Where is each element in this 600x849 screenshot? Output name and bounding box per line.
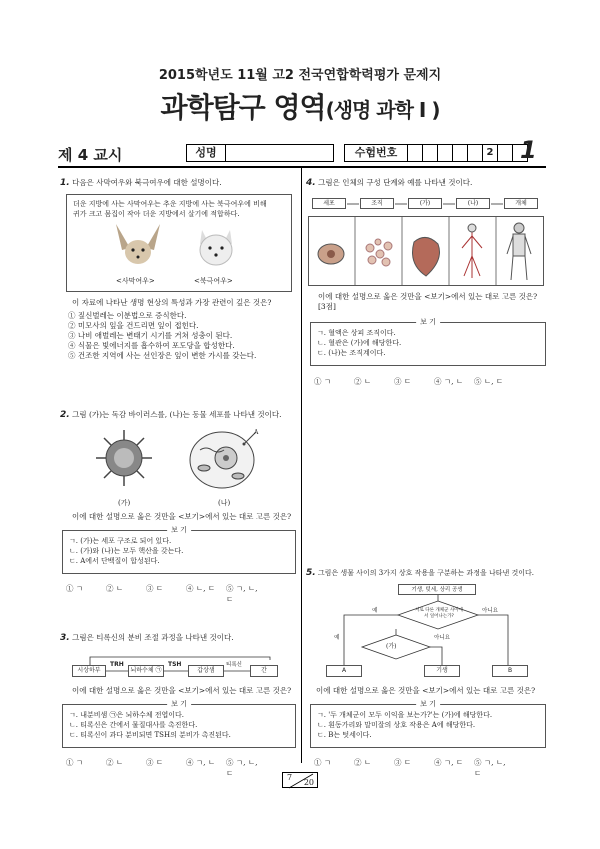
header-divider [58, 166, 546, 168]
q3-prompt: 3. 그림은 티록신의 분비 조절 과정을 나타낸 것이다. [60, 633, 234, 643]
q2-choices [66, 583, 266, 605]
q5-yes-label-2: 예 [334, 635, 340, 641]
q3-bogi-item: ㄷ. 티록신이 과다 분비되면 TSH의 분비가 촉진된다. [69, 731, 231, 739]
footer-total: 20 [303, 778, 314, 787]
q5-bogi-label: 보 기 [416, 699, 440, 709]
q5-choice[interactable]: ③ ㄷ [394, 758, 412, 767]
q5-bogi-item: ㄱ. '두 개체군이 모두 이익을 보는가?'는 (가)에 해당한다. [317, 711, 493, 719]
q3-flow-thyroxine: 티록신 [226, 662, 242, 668]
page-number: 1 [520, 136, 537, 164]
q5-bogi-box [310, 700, 546, 748]
q3-choices [66, 757, 266, 779]
q4-question: 이에 대한 설명으로 옳은 것만을 <보기>에서 있는 대로 고른 것은? [3점] [318, 292, 538, 311]
q2-choice[interactable]: ② ㄴ [106, 584, 124, 593]
subject-main: 과학탐구 영역 [160, 91, 326, 124]
footer-page: 7 [287, 773, 293, 782]
q1-option[interactable]: ① 짚신벌레는 이분법으로 증식한다. [68, 311, 187, 320]
q3-flow-pituitary: 뇌하수체 ㉠ [128, 665, 164, 677]
exam-digit[interactable] [498, 144, 513, 162]
q4-bogi-item: ㄷ. (나)는 조직계이다. [317, 349, 386, 357]
q3-bogi-box [62, 700, 296, 748]
q2-bogi-label: 보 기 [167, 525, 191, 535]
q4-images [308, 216, 544, 286]
q1-option[interactable]: ④ 식물은 빛에너지를 흡수하여 포도당을 합성한다. [68, 341, 235, 350]
q2-caption-virus: (가) [118, 499, 131, 507]
q1-option[interactable]: ③ 나비 애벌레는 변태기 시기를 거쳐 성충이 된다. [68, 331, 233, 340]
q3-flow-trh: TRH [110, 661, 124, 668]
q4-stage-cell: 세포 [312, 198, 346, 209]
exam-digit[interactable] [468, 144, 483, 162]
q5-yes-label: 예 [372, 608, 378, 614]
q3-flow-liver: 간 [250, 665, 278, 677]
q5-diamond1-text: 서로 다른 개체군 사이에서 일어나는가? [415, 608, 463, 619]
q3-choice[interactable]: ⑤ ㄱ, ㄴ, ㄷ [226, 758, 258, 778]
exam-number-label: 수험번호 [344, 144, 408, 162]
q2-choice[interactable]: ① ㄱ [66, 584, 84, 593]
q2-bogi-item: ㄴ. (가)와 (나)는 모두 핵산을 갖는다. [69, 547, 184, 555]
q3-bogi-label: 보 기 [167, 699, 191, 709]
q1-options [68, 311, 296, 361]
q4-stage-a: (가) [408, 198, 442, 209]
q1-option[interactable]: ② 미모사의 잎을 건드리면 잎이 접힌다. [68, 321, 199, 330]
subject-sub: (생명 과학 I ) [325, 98, 440, 122]
q4-stage-tissue: 조직 [360, 198, 394, 209]
q4-stage-organism: 개체 [504, 198, 538, 209]
q3-choice[interactable]: ① ㄱ [66, 758, 84, 767]
exam-digit[interactable] [453, 144, 468, 162]
q3-flow-thyroid: 갑상샘 [188, 665, 224, 677]
q4-stage-arrows [346, 198, 506, 210]
arctic-fox-image [188, 222, 244, 266]
q1-prompt: 1. 다음은 사막여우와 북극여우에 대한 설명이다. [60, 178, 222, 188]
q5-question: 이에 대한 설명으로 옳은 것만을 <보기>에서 있는 대로 고른 것은? [316, 686, 536, 695]
q4-bogi-item: ㄱ. 혈액은 상피 조직이다. [317, 329, 396, 337]
exam-title: 2015학년도 11월 고2 전국연합학력평가 문제지 [158, 68, 442, 83]
exam-digit[interactable] [438, 144, 453, 162]
name-label: 성명 [186, 144, 226, 162]
q2-bogi-item: ㄷ. A에서 단백질이 합성된다. [69, 557, 160, 565]
q2-choice[interactable]: ⑤ ㄱ, ㄴ, ㄷ [226, 584, 258, 604]
name-field[interactable] [226, 144, 334, 162]
q2-question: 이에 대한 설명으로 옳은 것만을 <보기>에서 있는 대로 고른 것은? [72, 512, 292, 521]
virus-image [94, 428, 154, 488]
q3-choice[interactable]: ② ㄴ [106, 758, 124, 767]
q1-caption-arctic: <북극여우> [194, 277, 233, 285]
q4-choice[interactable]: ② ㄴ [354, 377, 372, 386]
q3-flow-arrows [70, 656, 282, 682]
q1-caption-fennec: <사막여우> [116, 277, 155, 285]
q2-label-a: A [254, 429, 259, 436]
animal-cell-image [186, 422, 262, 494]
q4-bogi-item: ㄴ. 혈관은 (가)에 해당한다. [317, 339, 402, 347]
q5-out-parasitism: 기생 [424, 665, 460, 677]
q5-bogi-item: ㄷ. B는 텃세이다. [317, 731, 372, 739]
q2-choice[interactable]: ③ ㄷ [146, 584, 164, 593]
q5-out-a: A [326, 665, 362, 677]
q1-question: 이 자료에 나타난 생명 현상의 특성과 가장 관련이 깊은 것은? [72, 298, 272, 307]
subject-title [0, 86, 600, 126]
q1-option[interactable]: ⑤ 건조한 지역에 사는 선인장은 잎이 변한 가시를 갖는다. [68, 351, 257, 360]
exam-number-field[interactable] [408, 144, 528, 162]
q5-diamond2-text: (가) [386, 643, 397, 650]
q2-choice[interactable]: ④ ㄴ, ㄷ [186, 584, 216, 593]
q5-choice[interactable]: ② ㄴ [354, 758, 372, 767]
q5-choice[interactable]: ① ㄱ [314, 758, 332, 767]
q2-bogi-box [62, 526, 296, 574]
q4-bogi-label: 보 기 [416, 317, 440, 327]
q5-top-box: 기생, 텃세, 상리 공생 [398, 584, 476, 595]
fennec-fox-image [108, 222, 168, 266]
q3-bogi-item: ㄱ. 내분비샘 ㉠은 뇌하수체 전엽이다. [69, 711, 185, 719]
q4-choice[interactable]: ⑤ ㄴ, ㄷ [474, 377, 504, 386]
q3-choice[interactable]: ③ ㄷ [146, 758, 164, 767]
exam-digit[interactable] [408, 144, 423, 162]
q2-prompt: 2. 그림 (가)는 독감 바이러스를, (나)는 동물 세포를 나타낸 것이다. [60, 410, 282, 420]
q4-choice[interactable]: ④ ㄱ, ㄴ [434, 377, 464, 386]
q5-no-label: 아니요 [482, 608, 498, 614]
q4-choice[interactable]: ③ ㄷ [394, 377, 412, 386]
page-footer [282, 772, 318, 788]
q2-caption-cell: (나) [218, 499, 231, 507]
q3-question: 이에 대한 설명으로 옳은 것만을 <보기>에서 있는 대로 고른 것은? [72, 686, 292, 695]
q5-choice[interactable]: ④ ㄱ, ㄷ [434, 758, 464, 767]
q5-prompt: 5. 그림은 생물 사이의 3가지 상호 작용을 구분하는 과정을 나타낸 것이다. [306, 568, 534, 578]
q3-flow-hypothalamus: 시상하부 [72, 665, 106, 677]
q4-bogi-box [310, 318, 546, 366]
q3-bogi-item: ㄴ. 티록신은 간에서 물질대사를 촉진한다. [69, 721, 198, 729]
q4-prompt: 4. 그림은 인체의 구성 단계와 예를 나타낸 것이다. [306, 178, 473, 188]
q3-flow-tsh: TSH [168, 661, 182, 668]
q1-passage-line: 더운 지방에 사는 사막여우는 추운 지방에 사는 북극여우에 비해 [73, 200, 267, 208]
q3-choice[interactable]: ④ ㄱ, ㄴ [186, 758, 216, 767]
exam-digit[interactable] [423, 144, 438, 162]
q2-bogi-item: ㄱ. (가)는 세포 구조로 되어 있다. [69, 537, 172, 545]
q4-stage-b: (나) [456, 198, 490, 209]
q5-choices [314, 757, 514, 779]
column-divider [301, 168, 302, 763]
q4-choices [314, 376, 514, 387]
q5-bogi-item: ㄴ. 흰동가리와 말미잘의 상호 작용은 A에 해당한다. [317, 721, 476, 729]
q1-passage-box [66, 194, 292, 292]
exam-digit[interactable]: 2 [483, 144, 498, 162]
q5-out-b: B [492, 665, 528, 677]
q5-no-label-2: 아니요 [434, 635, 450, 641]
q5-choice[interactable]: ⑤ ㄱ, ㄴ, ㄷ [474, 758, 506, 778]
info-row [58, 136, 546, 164]
q1-passage-line: 귀가 크고 몸집이 작아 더운 지방에서 살기에 적합하다. [73, 210, 240, 218]
q4-choice[interactable]: ① ㄱ [314, 377, 332, 386]
period-label: 제 4 교시 [58, 146, 123, 164]
